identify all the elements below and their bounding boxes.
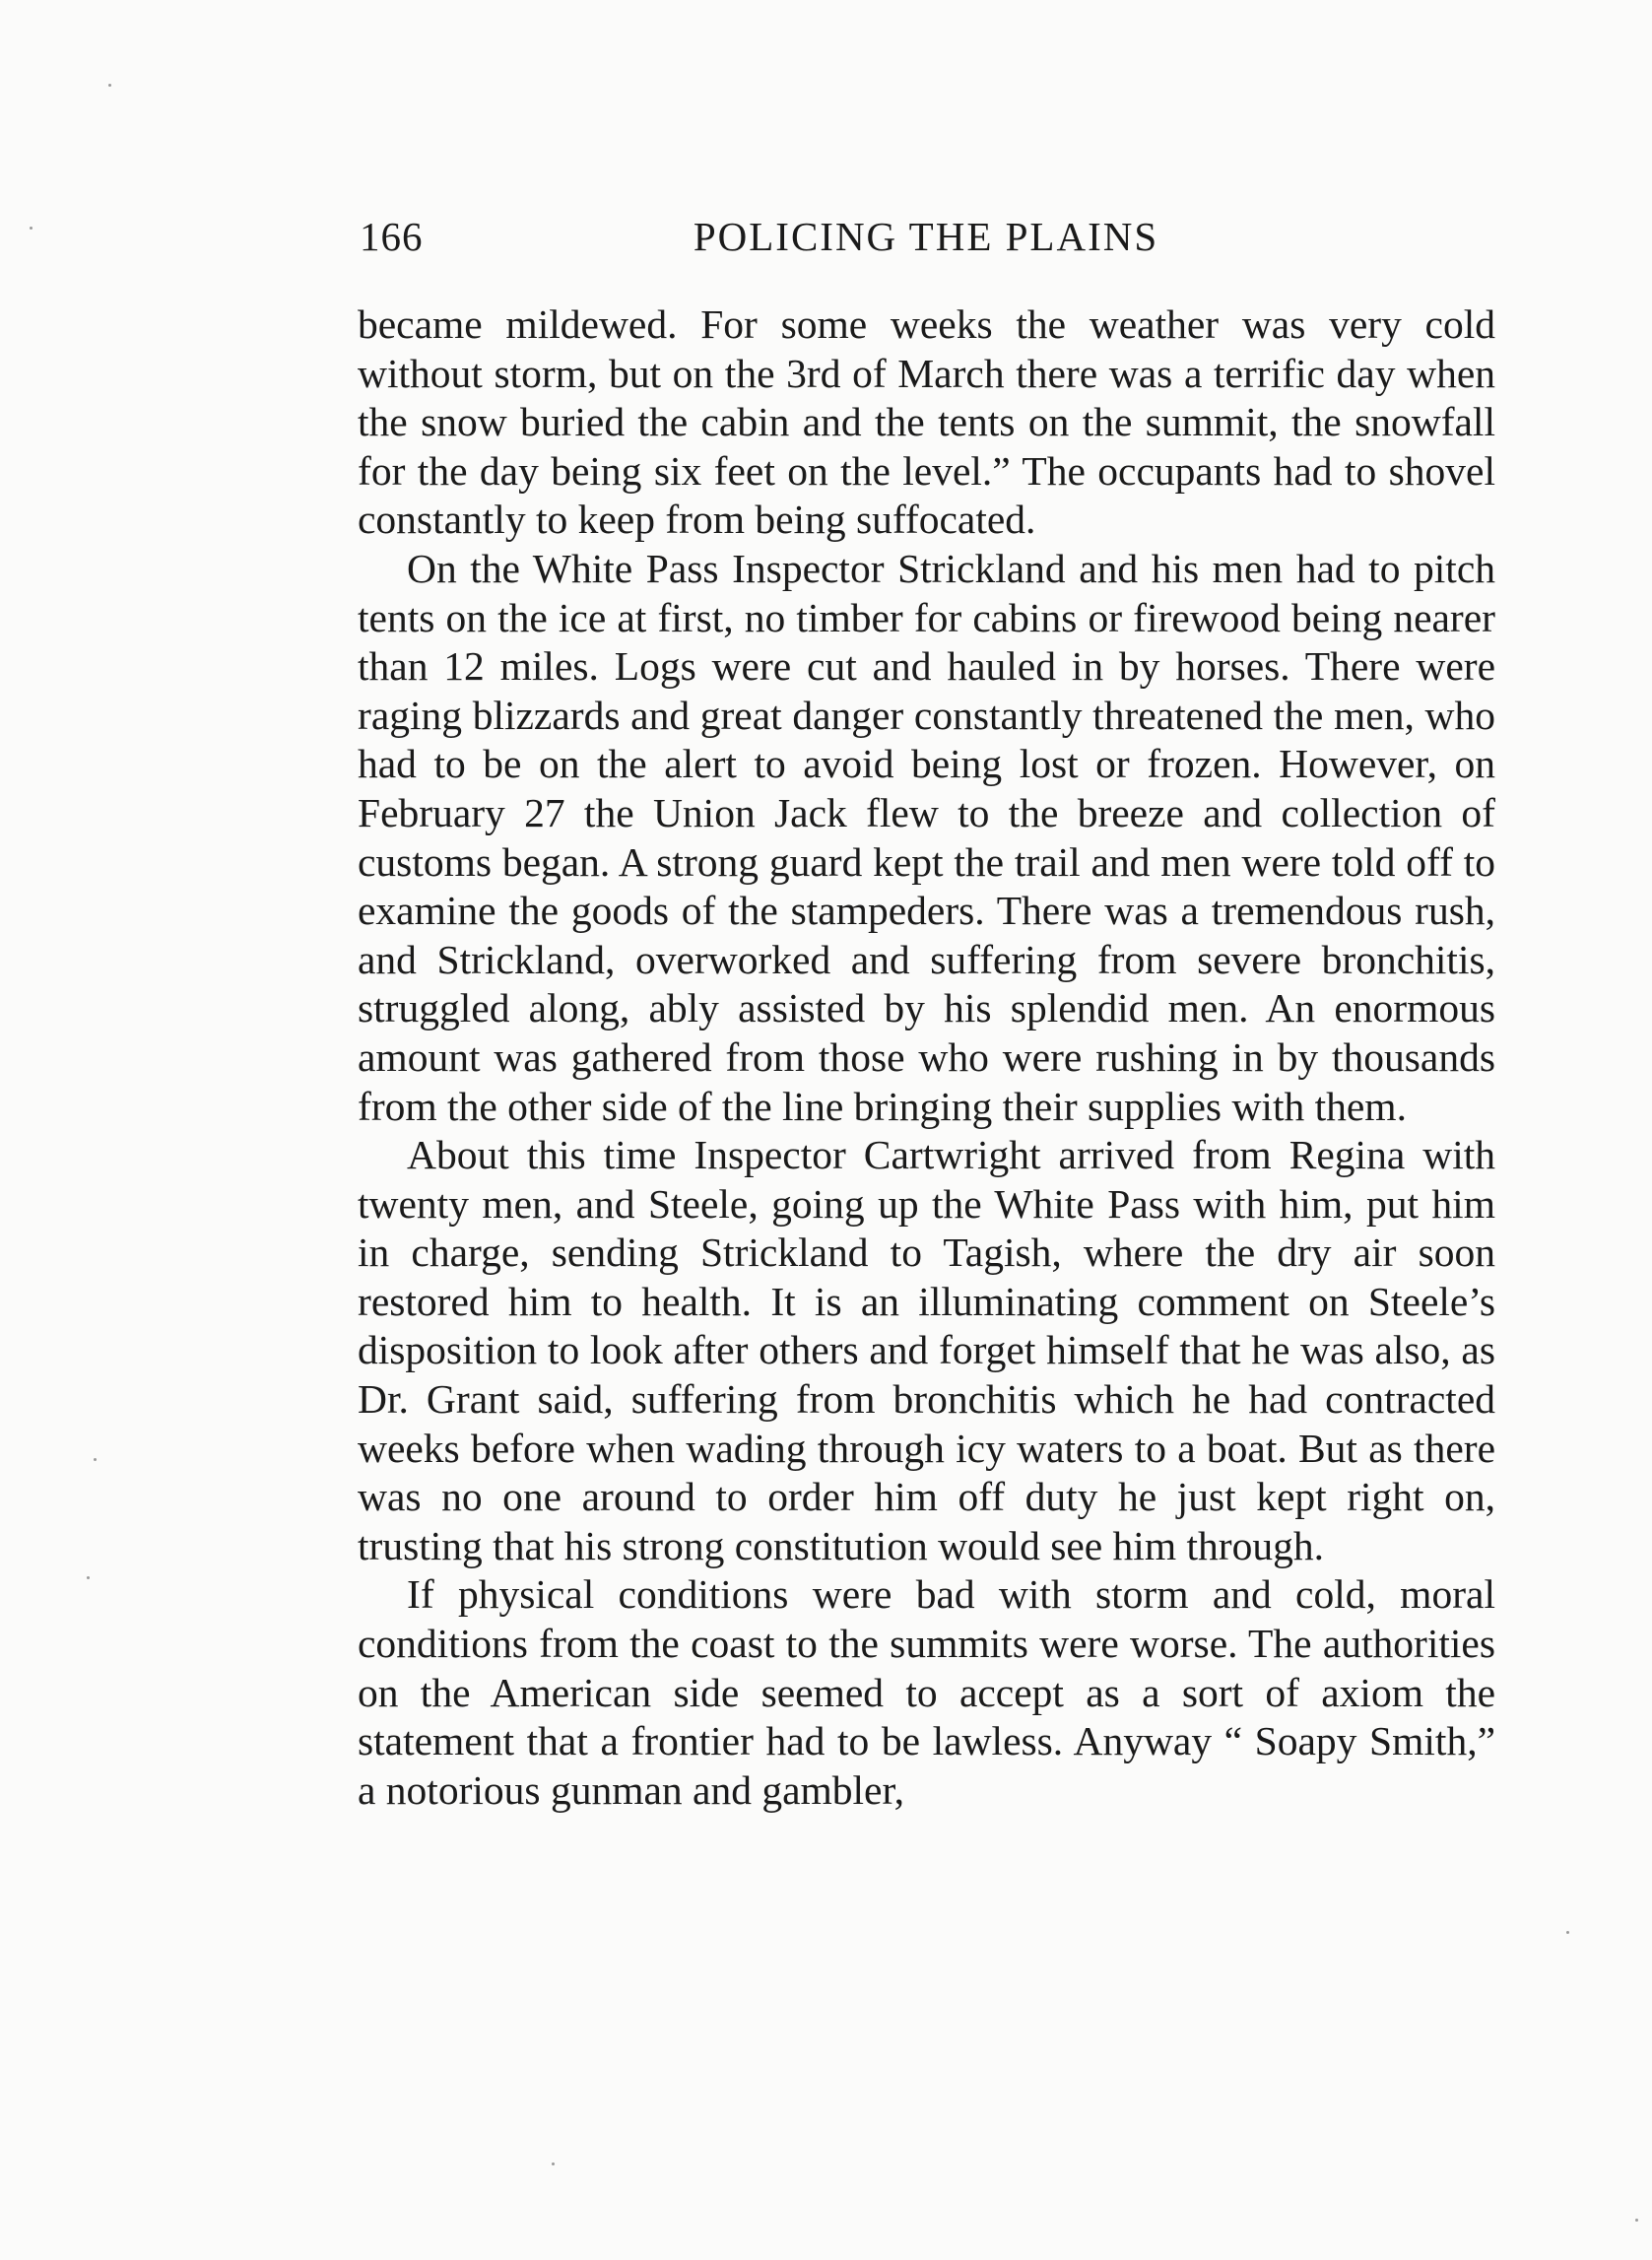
scan-speck [108, 84, 111, 87]
page-header [360, 213, 1492, 272]
scan-speck [30, 227, 33, 230]
paragraph-white-pass: On the White Pass Inspector Strickland and his men had to pitch tents on the ice at first, no timber for cabins or firewood being nearer than 12 miles. Logs were cut and hauled in by horses. There were raging blizzards and great danger constantly threatened the men, who had to be on the alert to avoid being lost or frozen. However, on February 27 the Union Jack flew to the breeze and collection of customs began. A strong guard kept the trail and men were told off to examine the goods of the stampeders. There was a tremendous rush, and Strickland, overworked and suffering from severe bronchitis, struggled along, ably assisted by his splendid men. An enormous amount was gathered from those who were rushing in by thousands from the other side of the line bringing their supplies with them. [358, 545, 1495, 1129]
page-number: 166 [360, 214, 424, 259]
scan-speck [552, 2162, 555, 2165]
body-text [358, 300, 1495, 1815]
paragraph-moral-conditions: If physical conditions were bad with storm and cold, moral conditions from the coast to the summits were worse. The authorities on the American side seemed to accept as a sort of axiom the statement that a frontier had to be lawless. Anyway “ Soapy Smith,” a notorious gunman and gambler, [358, 1571, 1495, 1813]
running-title: POLICING THE PLAINS [693, 214, 1159, 259]
scan-speck [1566, 1931, 1569, 1934]
scan-speck [94, 1458, 97, 1461]
paragraph-cartwright: About this time Inspector Cartwright arrived from Regina with twenty men, and Steele, going up the White Pass with him, put him in charge, sending Strickland to Tagish, where the dry air soon restored him to health. It is an illuminating comment on Steele’s disposition to look after others and forget himself that he was also, as Dr. Grant said, suffering from bronchitis which he had contracted weeks before when wading through icy waters to a boat. But as there was no one around to order him off duty he just kept right on, trusting that his strong constitution would see him through. [358, 1132, 1495, 1568]
scan-speck [87, 1576, 90, 1579]
paragraph-continued: became mildewed. For some weeks the weather was very cold without storm, but on the 3rd of March there was a terrific day when the snow buried the cabin and the tents on the summit, the snowfall for the day being six feet on the level.” The occupants had to shovel constantly to keep from being suffocated. [358, 301, 1495, 543]
scan-speck [1635, 2219, 1638, 2222]
